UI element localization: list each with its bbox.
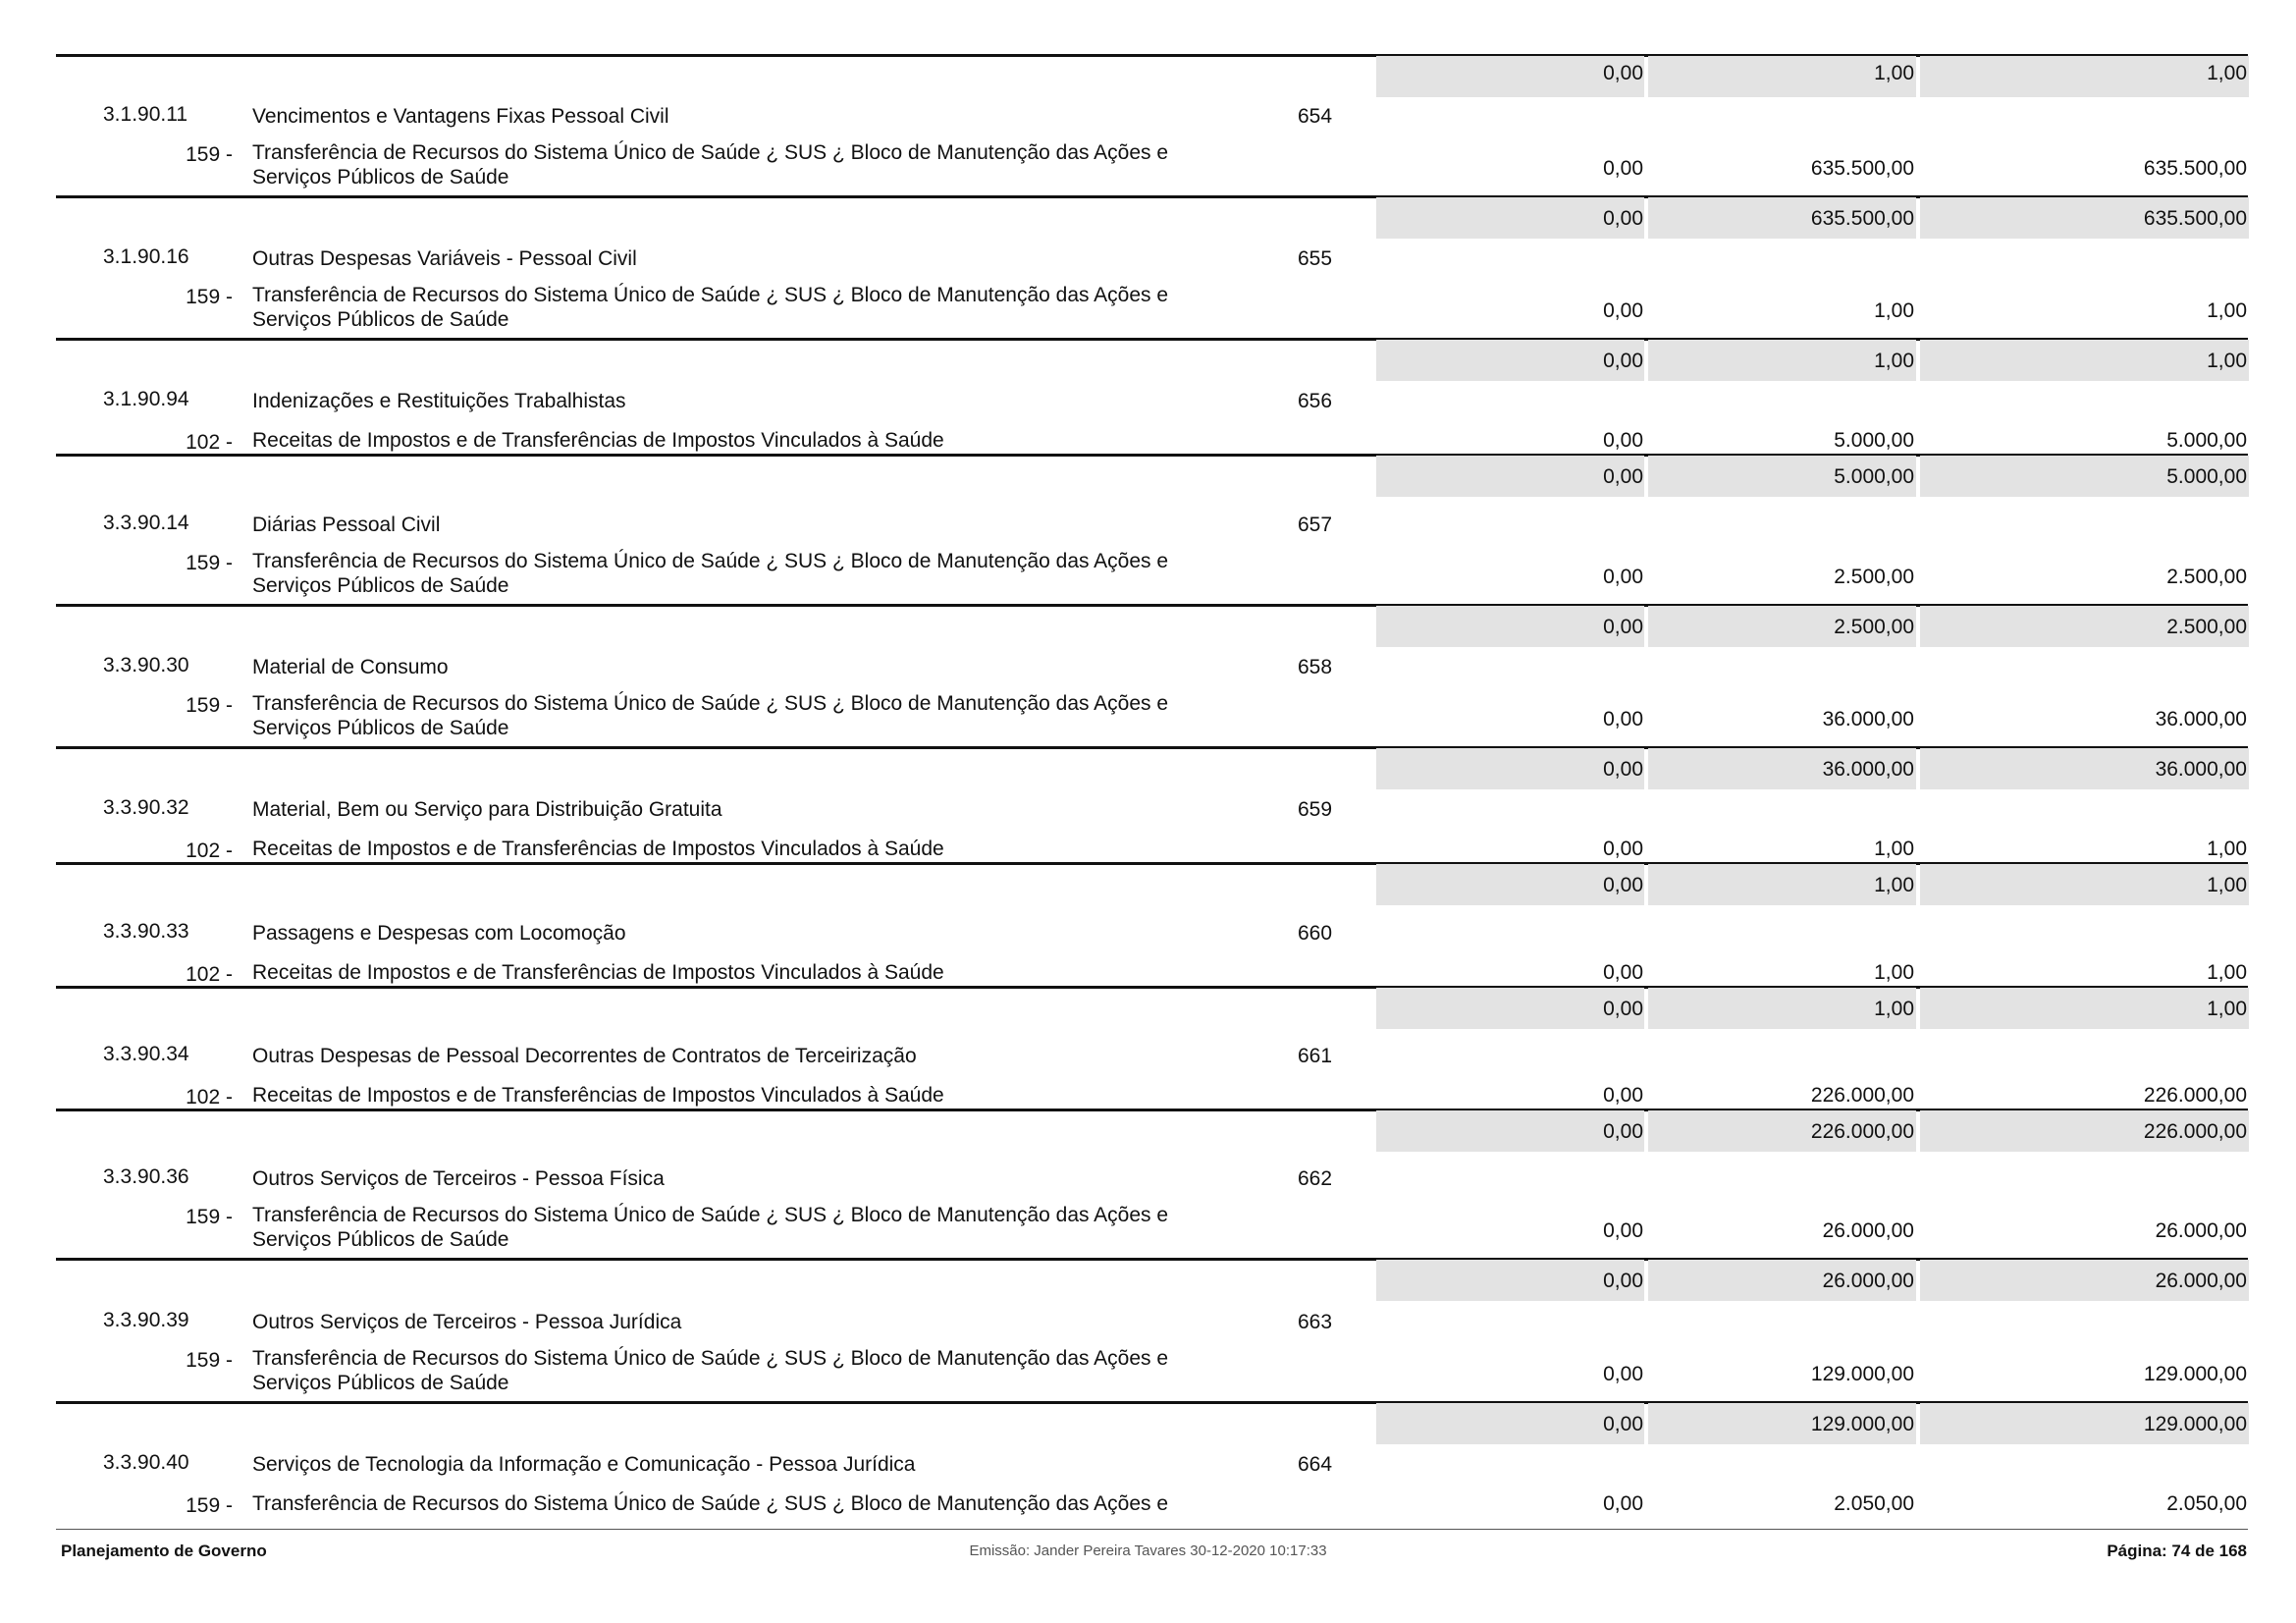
- value-col3: 226.000,00: [2143, 1084, 2247, 1107]
- value-col2: 26.000,00: [1822, 1219, 1914, 1242]
- fonte-description: Receitas de Impostos e de Transferências de Impostos Vinculados à Saúde: [252, 961, 944, 984]
- subtotal-band: [1920, 864, 2249, 905]
- subtotal-value: 26.000,00: [1822, 1270, 1914, 1292]
- value-col3: 5.000,00: [2166, 429, 2247, 452]
- subtotal-value: 5.000,00: [1834, 465, 1914, 488]
- subtotal-value: 0,00: [1603, 465, 1643, 488]
- fonte-number: 159 -: [186, 1494, 233, 1517]
- value-col3: 2.500,00: [2166, 566, 2247, 588]
- item-number: 654: [1298, 105, 1333, 128]
- item-number: 661: [1298, 1045, 1333, 1067]
- account-description: Material de Consumo: [252, 656, 449, 678]
- fonte-description-cont: Serviços Públicos de Saúde: [252, 1228, 509, 1251]
- value-col2: 1,00: [1874, 961, 1914, 984]
- fonte-number: 102 -: [186, 963, 233, 986]
- fonte-description: Receitas de Impostos e de Transferências de Impostos Vinculados à Saúde: [252, 838, 944, 860]
- subtotal-value: 1,00: [2207, 350, 2247, 372]
- value-col1: 0,00: [1603, 429, 1643, 452]
- footer-divider: [56, 1529, 2248, 1530]
- value-col2: 1,00: [1874, 838, 1914, 860]
- account-description: Serviços de Tecnologia da Informação e Comunicação - Pessoa Jurídica: [252, 1453, 916, 1476]
- subtotal-value: 1,00: [1874, 350, 1914, 372]
- value-col1: 0,00: [1603, 1219, 1643, 1242]
- account-code: 3.1.90.16: [103, 245, 189, 268]
- account-description: Outras Despesas Variáveis - Pessoal Civil: [252, 247, 637, 270]
- item-number: 662: [1298, 1167, 1333, 1190]
- item-number: 663: [1298, 1311, 1333, 1333]
- footer-emission-info: Emissão: Jander Pereira Tavares 30-12-2020 10:17:33: [969, 1542, 1327, 1559]
- subtotal-value: 0,00: [1603, 207, 1643, 230]
- fonte-number: 159 -: [186, 1349, 233, 1372]
- subtotal-value: 0,00: [1603, 1120, 1643, 1143]
- account-code: 3.1.90.94: [103, 388, 189, 410]
- fonte-description-cont: Serviços Públicos de Saúde: [252, 1372, 509, 1394]
- subtotal-value: 129.000,00: [2143, 1413, 2247, 1435]
- subtotal-value: 635.500,00: [1810, 207, 1914, 230]
- account-description: Diárias Pessoal Civil: [252, 514, 441, 536]
- subtotal-value: 1,00: [2207, 874, 2247, 896]
- value-col2: 129.000,00: [1810, 1363, 1914, 1385]
- account-description: Passagens e Despesas com Locomoção: [252, 922, 626, 945]
- subtotal-band: [1920, 988, 2249, 1029]
- subtotal-value: 1,00: [2207, 998, 2247, 1020]
- fonte-description: Receitas de Impostos e de Transferências de Impostos Vinculados à Saúde: [252, 1084, 944, 1107]
- subtotal-value: 2.500,00: [1834, 616, 1914, 638]
- fonte-number: 159 -: [186, 694, 233, 717]
- fonte-description-cont: Serviços Públicos de Saúde: [252, 574, 509, 597]
- value-col1: 0,00: [1603, 708, 1643, 730]
- account-code: 3.3.90.36: [103, 1165, 189, 1188]
- value-col3: 635.500,00: [2143, 157, 2247, 180]
- totals-value: 0,00: [1603, 62, 1643, 84]
- value-col1: 0,00: [1603, 566, 1643, 588]
- value-col2: 36.000,00: [1822, 708, 1914, 730]
- subtotal-value: 0,00: [1603, 616, 1643, 638]
- fonte-description: Transferência de Recursos do Sistema Único de Saúde ¿ SUS ¿ Bloco de Manutenção das Ações e: [252, 1204, 1169, 1226]
- item-number: 659: [1298, 798, 1333, 821]
- item-number: 664: [1298, 1453, 1333, 1476]
- value-col1: 0,00: [1603, 157, 1643, 180]
- account-code: 3.3.90.33: [103, 920, 189, 943]
- account-description: Outros Serviços de Terceiros - Pessoa Jurídica: [252, 1311, 682, 1333]
- account-code: 3.3.90.14: [103, 512, 189, 534]
- fonte-description: Transferência de Recursos do Sistema Único de Saúde ¿ SUS ¿ Bloco de Manutenção das Ações e: [252, 550, 1169, 572]
- account-code: 3.3.90.30: [103, 654, 189, 676]
- item-number: 655: [1298, 247, 1333, 270]
- subtotal-value: 129.000,00: [1810, 1413, 1914, 1435]
- fonte-description: Transferência de Recursos do Sistema Único de Saúde ¿ SUS ¿ Bloco de Manutenção das Ações e: [252, 141, 1169, 164]
- footer-page-number: Página: 74 de 168: [2107, 1542, 2247, 1560]
- fonte-description: Receitas de Impostos e de Transferências de Impostos Vinculados à Saúde: [252, 429, 944, 452]
- subtotal-value: 226.000,00: [1810, 1120, 1914, 1143]
- value-col2: 635.500,00: [1810, 157, 1914, 180]
- account-code: 3.3.90.34: [103, 1043, 189, 1065]
- subtotal-value: 26.000,00: [2155, 1270, 2247, 1292]
- value-col3: 129.000,00: [2143, 1363, 2247, 1385]
- fonte-number: 102 -: [186, 431, 233, 454]
- subtotal-value: 0,00: [1603, 350, 1643, 372]
- fonte-description: Transferência de Recursos do Sistema Único de Saúde ¿ SUS ¿ Bloco de Manutenção das Ações e: [252, 1347, 1169, 1370]
- value-col2: 2.500,00: [1834, 566, 1914, 588]
- fonte-number: 159 -: [186, 143, 233, 166]
- subtotal-band: [1920, 340, 2249, 381]
- fonte-description-cont: Serviços Públicos de Saúde: [252, 308, 509, 331]
- value-col2: 5.000,00: [1834, 429, 1914, 452]
- subtotal-value: 0,00: [1603, 874, 1643, 896]
- fonte-number: 159 -: [186, 1206, 233, 1228]
- subtotal-value: 1,00: [1874, 874, 1914, 896]
- subtotal-value: 0,00: [1603, 1270, 1643, 1292]
- account-description: Material, Bem ou Serviço para Distribuição Gratuita: [252, 798, 722, 821]
- value-col1: 0,00: [1603, 1363, 1643, 1385]
- account-code: 3.3.90.32: [103, 796, 189, 819]
- value-col3: 36.000,00: [2155, 708, 2247, 730]
- fonte-description: Transferência de Recursos do Sistema Único de Saúde ¿ SUS ¿ Bloco de Manutenção das Ações e: [252, 284, 1169, 306]
- value-col3: 1,00: [2207, 299, 2247, 322]
- account-code: 3.3.90.40: [103, 1451, 189, 1474]
- value-col2: 2.050,00: [1834, 1492, 1914, 1515]
- fonte-description: Transferência de Recursos do Sistema Único de Saúde ¿ SUS ¿ Bloco de Manutenção das Ações e: [252, 692, 1169, 715]
- account-code: 3.3.90.39: [103, 1309, 189, 1331]
- subtotal-value: 36.000,00: [2155, 758, 2247, 781]
- fonte-number: 159 -: [186, 286, 233, 308]
- subtotal-value: 2.500,00: [2166, 616, 2247, 638]
- fonte-number: 159 -: [186, 552, 233, 574]
- fonte-number: 102 -: [186, 839, 233, 862]
- subtotal-value: 226.000,00: [2143, 1120, 2247, 1143]
- item-number: 657: [1298, 514, 1333, 536]
- value-col1: 0,00: [1603, 1492, 1643, 1515]
- account-code: 3.1.90.11: [103, 103, 188, 126]
- subtotal-value: 0,00: [1603, 1413, 1643, 1435]
- account-description: Outras Despesas de Pessoal Decorrentes de Contratos de Terceirização: [252, 1045, 917, 1067]
- subtotal-value: 5.000,00: [2166, 465, 2247, 488]
- footer-department: Planejamento de Governo: [61, 1542, 267, 1560]
- subtotal-value: 0,00: [1603, 758, 1643, 781]
- value-col3: 1,00: [2207, 838, 2247, 860]
- value-col1: 0,00: [1603, 961, 1643, 984]
- value-col3: 26.000,00: [2155, 1219, 2247, 1242]
- account-description: Indenizações e Restituições Trabalhistas: [252, 390, 626, 412]
- totals-value: 1,00: [1874, 62, 1914, 84]
- account-description: Outros Serviços de Terceiros - Pessoa Física: [252, 1167, 665, 1190]
- account-description: Vencimentos e Vantagens Fixas Pessoal Civil: [252, 105, 669, 128]
- value-col1: 0,00: [1603, 838, 1643, 860]
- value-col3: 2.050,00: [2166, 1492, 2247, 1515]
- totals-band: [1920, 56, 2249, 97]
- fonte-description-cont: Serviços Públicos de Saúde: [252, 166, 509, 189]
- fonte-description: Transferência de Recursos do Sistema Único de Saúde ¿ SUS ¿ Bloco de Manutenção das Ações e: [252, 1492, 1169, 1515]
- fonte-description-cont: Serviços Públicos de Saúde: [252, 717, 509, 739]
- item-number: 656: [1298, 390, 1333, 412]
- item-number: 658: [1298, 656, 1333, 678]
- totals-value: 1,00: [2207, 62, 2247, 84]
- item-number: 660: [1298, 922, 1333, 945]
- value-col1: 0,00: [1603, 1084, 1643, 1107]
- subtotal-value: 36.000,00: [1822, 758, 1914, 781]
- value-col2: 226.000,00: [1810, 1084, 1914, 1107]
- subtotal-value: 1,00: [1874, 998, 1914, 1020]
- value-col3: 1,00: [2207, 961, 2247, 984]
- fonte-number: 102 -: [186, 1086, 233, 1109]
- subtotal-value: 635.500,00: [2143, 207, 2247, 230]
- value-col2: 1,00: [1874, 299, 1914, 322]
- subtotal-value: 0,00: [1603, 998, 1643, 1020]
- value-col1: 0,00: [1603, 299, 1643, 322]
